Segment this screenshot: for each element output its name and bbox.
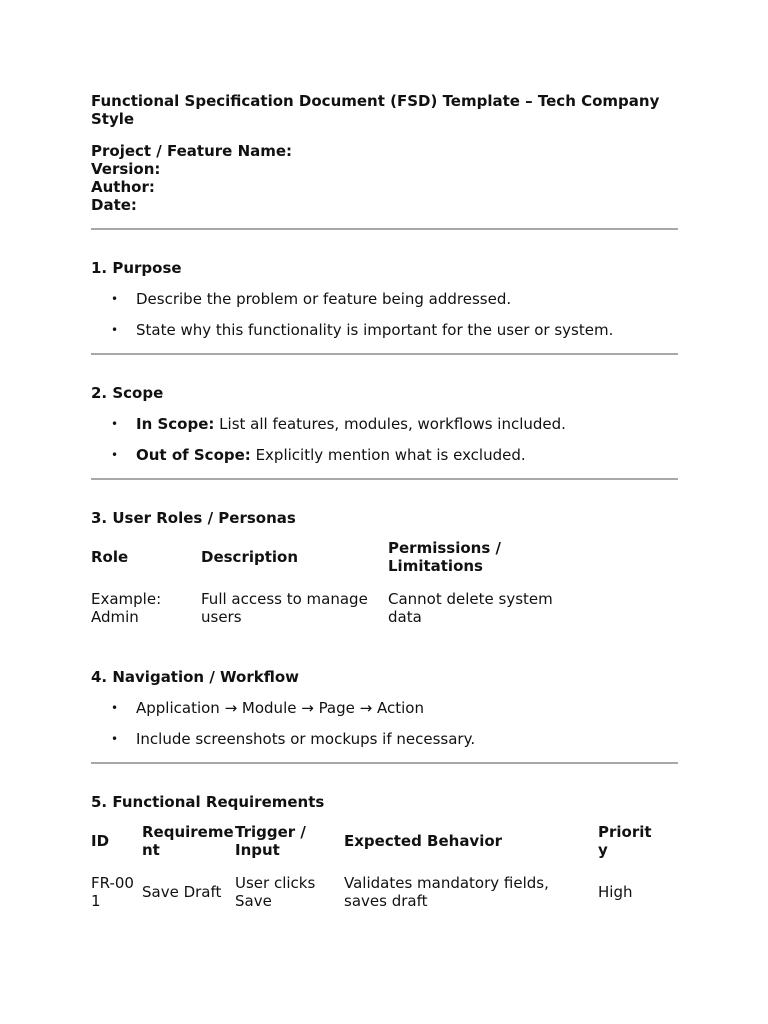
bullet-icon: •: [111, 701, 119, 715]
meta-version: Version:: [91, 160, 161, 178]
table-row: [91, 576, 678, 626]
column-header-role: Role: [91, 548, 129, 566]
column-header-expected-behavior: Expected Behavior: [344, 832, 503, 850]
section-heading-purpose: 1. Purpose: [91, 259, 182, 277]
list-item-text: Include screenshots or mockups if necessary.: [136, 730, 476, 748]
column-header-id: ID: [91, 832, 110, 850]
user-roles-table: [91, 538, 678, 626]
scope-text: Explicitly mention what is excluded.: [250, 446, 526, 464]
cell-spacer: [568, 576, 678, 626]
meta-date: Date:: [91, 196, 137, 214]
cell-role: Example: Admin: [91, 590, 162, 626]
divider: [91, 228, 678, 230]
column-header-trigger: Trigger / Input: [235, 823, 306, 859]
section-heading-user-roles: 3. User Roles / Personas: [91, 509, 296, 527]
cell-permissions: Cannot delete system data: [388, 590, 553, 626]
cell-id: FR-001: [91, 874, 134, 910]
table-header-row: [91, 822, 678, 860]
functional-requirements-table: [91, 822, 678, 910]
scope-list: [91, 415, 678, 464]
bullet-icon: •: [111, 732, 119, 746]
list-item: [91, 321, 678, 339]
cell-spacer: [658, 860, 678, 910]
bullet-icon: •: [111, 323, 119, 337]
document-page: [91, 92, 678, 910]
divider: [91, 762, 678, 764]
table-header-row: [91, 538, 678, 576]
cell-trigger: User clicks Save: [235, 874, 316, 910]
cell-priority: High: [598, 883, 633, 901]
scope-label: In Scope:: [136, 415, 215, 433]
table-row: [91, 860, 678, 910]
divider: [91, 478, 678, 480]
navigation-list: [91, 699, 678, 748]
cell-description: Full access to manage users: [201, 590, 368, 626]
column-header-permissions: Permissions / Limitations: [388, 539, 501, 575]
section-heading-navigation: 4. Navigation / Workflow: [91, 668, 300, 686]
column-spacer: [568, 538, 678, 576]
scope-text: List all features, modules, workflows included.: [214, 415, 566, 433]
meta-project-name: Project / Feature Name:: [91, 142, 293, 160]
column-header-description: Description: [201, 548, 299, 566]
purpose-list: [91, 290, 678, 339]
list-item: [91, 699, 678, 717]
list-item: [91, 730, 678, 748]
meta-author: Author:: [91, 178, 155, 196]
list-item: [91, 290, 678, 308]
list-item-text: Application → Module → Page → Action: [136, 699, 424, 717]
column-spacer: [658, 822, 678, 860]
list-item: [91, 446, 678, 464]
list-item: [91, 415, 678, 433]
section-heading-functional-requirements: 5. Functional Requirements: [91, 793, 325, 811]
bullet-icon: •: [111, 417, 119, 431]
bullet-icon: •: [111, 448, 119, 462]
list-item-text: State why this functionality is important for the user or system.: [136, 321, 614, 339]
document-meta: [91, 142, 678, 214]
bullet-icon: •: [111, 292, 119, 306]
list-item-text: Describe the problem or feature being addressed.: [136, 290, 512, 308]
document-title: Functional Specification Document (FSD) Template – Tech Company Style: [91, 92, 660, 128]
column-header-requirement: Requirement: [142, 823, 234, 859]
scope-label: Out of Scope:: [136, 446, 251, 464]
divider: [91, 353, 678, 355]
section-heading-scope: 2. Scope: [91, 384, 164, 402]
cell-requirement: Save Draft: [142, 883, 222, 901]
cell-expected-behavior: Validates mandatory fields, saves draft: [344, 874, 549, 910]
column-header-priority: Priority: [598, 823, 652, 859]
